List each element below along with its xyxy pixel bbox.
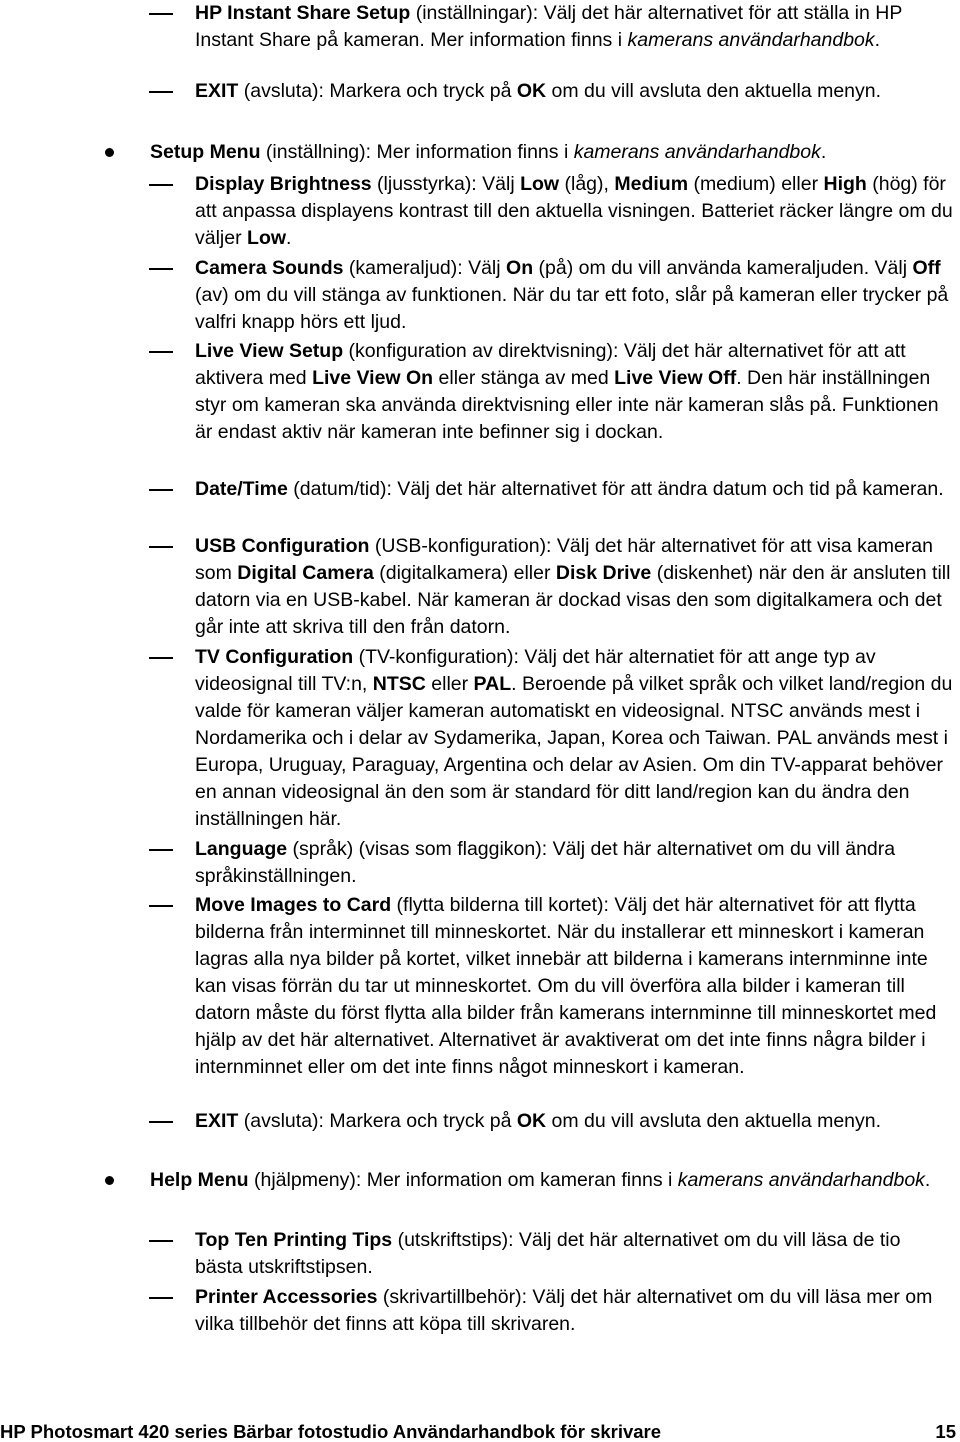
item-label: EXIT xyxy=(195,1110,239,1132)
list-item-exit: EXIT (avsluta): Markera och tryck på OK om du vill avsluta den aktuella menyn. xyxy=(195,78,953,105)
item-label: Top Ten Printing Tips xyxy=(195,1229,393,1251)
list-item-language: Language (språk) (visas som flaggikon): Välj det här alternativet om du vill ändra språkinställningen. xyxy=(195,836,953,890)
list-item-tv-config: TV Configuration (TV-konfiguration): Välj det här alternatiet för att ange typ av videosignal till TV:n, NTSC eller PAL. Beroende på vilket språk och vilket land/region du valde för kameran väljer kameran automatiskt en videosignal. NTSC används mest i Nordamerika och i delar av Sydamerika, Japan, Korea och Taiwan. PAL används mest i Europa, Uruguay, Paraguay, Argentina och delar av Asien. Om din TV-apparat behöver en annan videosignal än den som är standard för ditt land/region kan du ändra den inställningen här. xyxy=(195,644,953,833)
item-label: Camera Sounds xyxy=(195,257,344,279)
item-label: Date/Time xyxy=(195,478,288,500)
list-item-date-time: Date/Time (datum/tid): Välj det här alternativet för att ändra datum och tid på kameran. xyxy=(195,476,953,503)
list-item-top-ten: Top Ten Printing Tips (utskriftstips): Välj det här alternativet om du vill läsa de tio bästa utskriftstipsen. xyxy=(195,1227,953,1281)
list-item-exit: EXIT (avsluta): Markera och tryck på OK om du vill avsluta den aktuella menyn. xyxy=(195,1108,953,1135)
list-item-move-images: Move Images to Card (flytta bilderna till kortet): Välj det här alternativet för att flytta bilderna från interminnet till minneskortet. När du installerar ett minneskort i kameran lagras alla nya bilder på kortet, vilket innebär att bilderna i kamerans internminne inte kan visas förrän du tar ut minneskortet. Om du vill överföra alla bilder i kameran till datorn måste du först flytta alla bilder från kamerans internminne till minneskortet med hjälp av det här alternativet. Alternativet är avaktiverat om det inte finns några bilder i internminnet eller om det inte finns något minneskort i kameran. xyxy=(195,892,953,1081)
footer-title: HP Photosmart 420 series Bärbar fotostudio Användarhandbok för skrivare xyxy=(0,1421,662,1442)
item-label: Language xyxy=(195,838,288,860)
list-item-display-brightness: Display Brightness (ljusstyrka): Välj Low (låg), Medium (medium) eller High (hög) för att anpassa displayens kontrast till den aktuella visningen. Batteriet räcker längre om du väljer Low. xyxy=(195,171,953,252)
item-label: EXIT xyxy=(195,80,239,102)
item-label: Help Menu xyxy=(150,1169,249,1191)
list-item-camera-sounds: Camera Sounds (kameraljud): Välj On (på) om du vill använda kameraljuden. Välj Off (av) om du vill stänga av funktionen. När du tar ett foto, slår på kameran eller trycker på valfri knapp hörs ett ljud. xyxy=(195,255,953,336)
list-item-hp-instant-share: HP Instant Share Setup (inställningar): Välj det här alternativet för att ställa in HP Instant Share på kameran. Mer information finns i kamerans användarhandbok. xyxy=(195,0,953,54)
list-item-live-view: Live View Setup (konfiguration av direktvisning): Välj det här alternativet för att att aktivera med Live View On eller stänga av med Live View Off. Den här inställningen styr om kameran ska använda direktvisning eller inte när kameran slås på. Funktionen är endast aktiv när kameran inte befinner sig i dockan. xyxy=(195,338,953,446)
item-label: USB Configuration xyxy=(195,535,370,557)
item-label: HP Instant Share Setup xyxy=(195,2,411,24)
item-label: Move Images to Card xyxy=(195,894,392,916)
list-item-setup-menu: Setup Menu (inställning): Mer information finns i kamerans användarhandbok. xyxy=(150,139,953,166)
item-label: Printer Accessories xyxy=(195,1286,378,1308)
list-item-usb-config: USB Configuration (USB-konfiguration): Välj det här alternativet för att visa kameran som Digital Camera (digitalkamera) eller Disk Drive (diskenhet) när den är ansluten till datorn via en USB-kabel. När kameran är dockad visas den som digitalkamera och det går inte att skriva till den från datorn. xyxy=(195,533,953,641)
page-number: 15 xyxy=(935,1421,956,1442)
page-footer xyxy=(0,1422,960,1442)
list-item-printer-accessories: Printer Accessories (skrivartillbehör): Välj det här alternativet om du vill läsa mer om vilka tillbehör det finns att köpa till skrivaren. xyxy=(195,1284,953,1338)
item-label: Setup Menu xyxy=(150,141,261,163)
list-item-help-menu: Help Menu (hjälpmeny): Mer information om kameran finns i kamerans användarhandbok. xyxy=(150,1167,953,1194)
item-label: Display Brightness xyxy=(195,173,372,195)
item-label: TV Configuration xyxy=(195,646,354,668)
item-label: Live View Setup xyxy=(195,340,344,362)
